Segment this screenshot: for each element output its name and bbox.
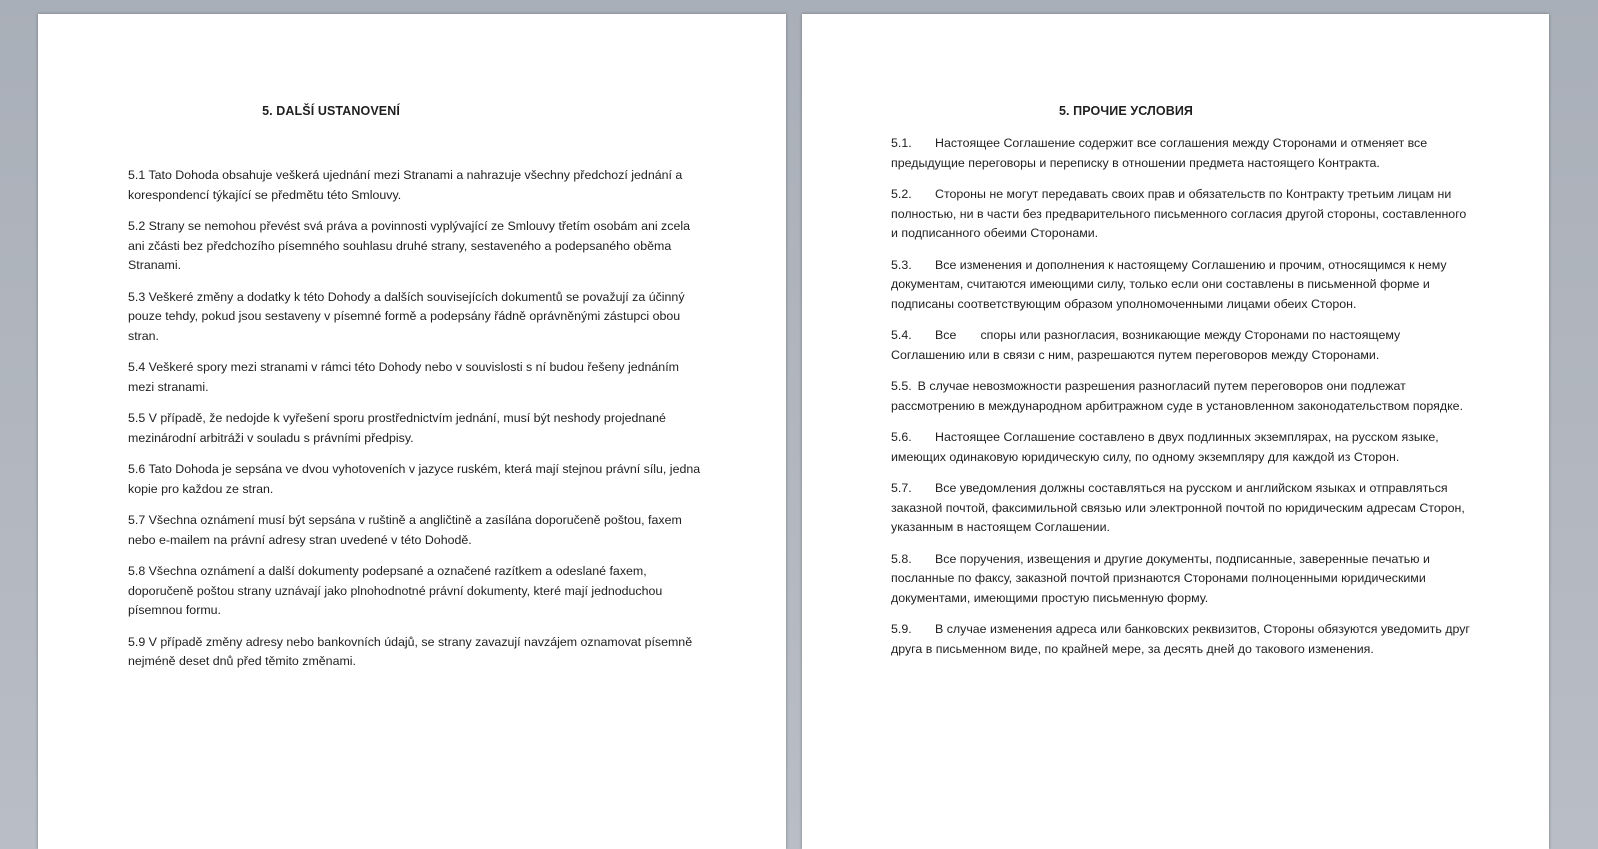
clause-5-9 [891, 620, 1476, 659]
clause-5-5 [891, 377, 1476, 416]
clause-number: 5.1. [891, 136, 912, 150]
clause-number: 5.2. [891, 187, 912, 201]
clause-5-7: 5.7 Všechna oznámení musí být sepsána v ruštině a angličtině a zasílána doporučeně poštou, faxem nebo e-mailem na právní adresy stran uvedené v této Dohodě. [128, 513, 682, 547]
clause-5-2: 5.2 Strany se nemohou převést svá práva a povinnosti vyplývající ze Smlouvy třetím osobám ani zcela ani zčásti bez předchozího písemného souhlasu druhé strany, sestaveného a podepsaného oběma Stranami. [128, 219, 690, 272]
clause-number: 5.8. [891, 551, 912, 566]
clause-5-4 [891, 326, 1476, 365]
section-heading: 5. ПРОЧИЕ УСЛОВИЯ [1058, 104, 1194, 118]
clause-text: Все изменения и дополнения к настоящему Соглашению и прочим, относящимся к нему документам, считаются имеющими силу, только если они составлены в письменной форме и подписаны соответствующим образом уполномоченными лицами обеих Сторон. [891, 257, 1447, 311]
document-page-russian[interactable] [802, 14, 1549, 849]
clause-5-4: 5.4 Veškeré spory mezi stranami v rámci této Dohody nebo v souvislosti s ní budou řešeny jednáním mezi stranami. [128, 360, 679, 394]
clause-5-8 [891, 550, 1476, 609]
clause-5-9: 5.9 V případě změny adresy nebo bankovních údajů, se strany zavazují navzájem oznamovat písemně nejméně deset dnů před těmito změnami. [128, 634, 693, 668]
clause-5-5: 5.5 V případě, že nedojde k vyřešení sporu prostřednictvím jednání, musí být neshody projednané mezinárodní arbitráži v souladu s právními předpisy. [128, 411, 666, 445]
clause-5-3 [891, 256, 1476, 315]
clause-5-2 [891, 185, 1476, 244]
clause-5-6 [891, 428, 1476, 467]
section-heading: 5. DALŠÍ USTANOVENÍ [262, 104, 400, 118]
clause-number: 5.5. [891, 379, 912, 393]
clause-5-1 [891, 134, 1476, 173]
clause-text: Все поручения, извещения и другие документы, подписанные, заверенные печатью и посланные по факсу, заказной почтой признаются Сторонами полноценными юридическими документами, имеющими простую письменную форму. [891, 551, 1430, 605]
clause-text: Стороны не могут передавать своих прав и обязательств по Контракту третьим лицам ни полностью, ни в части без предварительного письменного согласия другой стороны, составленного и подписанного обеими Сторонами. [891, 187, 1467, 240]
clause-5-1: 5.1 Tato Dohoda obsahuje veškerá ujednání mezi Stranami a nahrazuje všechny předchozí jednání a korespondencí týkající se předmětu této Smlouvy. [128, 168, 683, 202]
clause-number: 5.9. [891, 622, 912, 636]
clause-text: Настоящее Соглашение содержит все соглашения между Сторонами и отменяет все предыдущие переговоры и переписку в отношении предмета настоящего Контракта. [891, 136, 1428, 170]
clause-number: 5.4. [891, 328, 912, 342]
clause-5-6: 5.6 Tato Dohoda je sepsána ve dvou vyhotoveních v jazyce ruském, která mají stejnou právní sílu, jedna kopie pro každou ze stran. [128, 462, 701, 496]
document-page-czech[interactable] [38, 14, 786, 849]
clause-text: В случае изменения адреса или банковских реквизитов, Стороны обязуются уведомить друг друга в письменном виде, по крайней мере, за десять дней до такового изменения. [891, 622, 1470, 656]
clause-5-7 [891, 479, 1476, 538]
clause-text: Все споры или разногласия, возникающие между Сторонами по настоящему Соглашению или в связи с ним, разрешаются путем переговоров между Сторонами. [891, 328, 1404, 362]
clause-text: Настоящее Соглашение составлено в двух подлинных экземплярах, на русском языке, имеющих одинаковую юридическую силу, по одному экземпляру для каждой из Сторон. [891, 430, 1439, 464]
clause-5-3: 5.3 Veškeré změny a dodatky k této Dohody a dalších souvisejících dokumentů se považují za účinný pouze tehdy, pokud jsou sestaveny v písemné formě a podepsány řádně oprávněnými zástupci obou stran. [128, 289, 685, 343]
clause-number: 5.6. [891, 430, 912, 444]
section-body [891, 134, 1476, 671]
clause-number: 5.3. [891, 257, 912, 272]
clause-5-8: 5.8 Všechna oznámení a další dokumenty podepsané a označené razítkem a odeslané faxem, doporučeně poštou strany uznávají jako plnohodnotné právní dokumenty, které mají jednoduchou písemnou formu. [128, 564, 663, 617]
clause-text: В случае невозможности разрешения разногласий путем переговоров они подлежат рассмотрению в международном арбитражном суде в установленном законодательством порядке. [891, 379, 1464, 413]
section-body [128, 166, 708, 684]
clause-number: 5.7. [891, 481, 912, 495]
clause-text: Все уведомления должны составляться на русском и английском языках и отправляться заказной почтой, факсимильной связью или электронной почтой по юридическим адресам Сторон, указанным в настоящем Соглашении. [891, 481, 1465, 534]
